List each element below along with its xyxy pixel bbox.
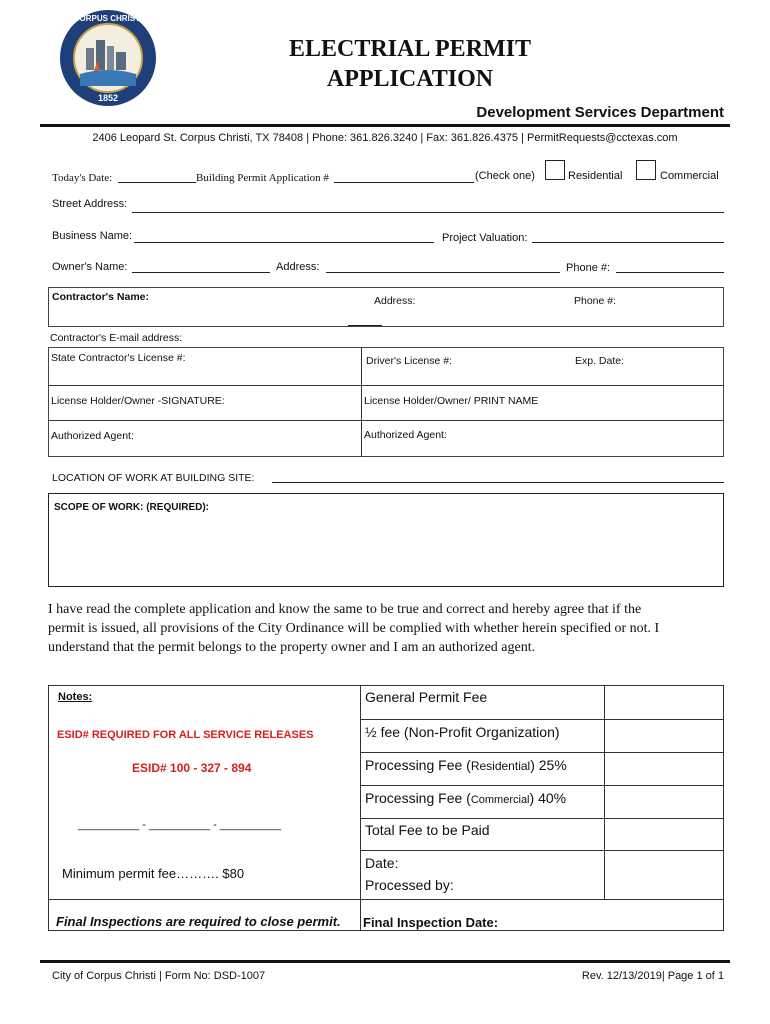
statement-line-2: permit is issued, all provisions of the City Ordinance will be complied with whether herein specified or not. I <box>48 621 660 636</box>
fee-table-divider-2 <box>604 685 605 899</box>
signature-label: License Holder/Owner -SIGNATURE: <box>51 395 225 407</box>
title-line-1: ELECTRIAL PERMIT <box>288 36 532 62</box>
location-of-work-field[interactable] <box>272 482 724 483</box>
half-fee-label: ½ fee (Non-Profit Organization) <box>365 724 560 740</box>
location-of-work-label: LOCATION OF WORK AT BUILDING SITE: <box>52 472 255 484</box>
owner-phone-label: Phone #: <box>566 262 611 274</box>
project-valuation-label: Project Valuation: <box>442 232 528 244</box>
footer-revision: Rev. 12/13/2019| Page 1 of 1 <box>581 970 724 982</box>
drivers-license-label: Driver's License #: <box>366 355 453 367</box>
general-fee-label: General Permit Fee <box>365 689 488 705</box>
page-title <box>240 34 580 94</box>
svg-text:1852: 1852 <box>97 93 119 103</box>
notes-label: Notes: <box>58 691 93 703</box>
business-name-label: Business Name: <box>52 230 133 242</box>
total-fee-label: Total Fee to be Paid <box>365 822 490 838</box>
owners-name-field[interactable] <box>132 272 270 273</box>
statement-line-1: I have read the complete application and know the same to be true and correct and hereby agree that if the <box>48 602 642 617</box>
fee-row-line-1 <box>360 719 724 720</box>
final-inspections-note: Final Inspections are required to close permit. <box>56 914 341 929</box>
owners-name-label: Owner's Name: <box>52 261 128 273</box>
title-line-2: APPLICATION <box>326 66 494 92</box>
fee-table <box>48 685 724 931</box>
todays-date-label: Today's Date: <box>52 172 113 184</box>
processing-commercial-label: Processing Fee (Commercial) 40% <box>365 790 567 806</box>
authorized-agent-left-label: Authorized Agent: <box>51 430 134 442</box>
owner-phone-field[interactable] <box>616 272 724 273</box>
fee-table-divider-1 <box>360 685 361 931</box>
state-license-label: State Contractor's License #: <box>51 352 186 364</box>
project-valuation-field[interactable] <box>532 242 724 243</box>
commercial-checkbox[interactable] <box>636 160 656 180</box>
fee-row-line-4 <box>360 818 724 819</box>
contractor-divider-mark <box>348 325 382 326</box>
department-name: Development Services Department <box>476 104 724 121</box>
license-grid-divider <box>361 347 362 457</box>
check-one-label: (Check one) <box>475 170 535 182</box>
residential-checkbox[interactable] <box>545 160 565 180</box>
license-grid-row-line-2 <box>48 420 724 421</box>
esid-blank-field[interactable]: __________ - __________ - __________ <box>78 819 282 831</box>
final-inspection-date-label: Final Inspection Date: <box>363 915 499 930</box>
scope-of-work-label: SCOPE OF WORK: (REQUIRED): <box>54 502 209 513</box>
processing-residential-label: Processing Fee (Residential) 25% <box>365 757 567 773</box>
commercial-label: Commercial <box>660 170 719 182</box>
print-name-label: License Holder/Owner/ PRINT NAME <box>364 395 539 407</box>
contractor-phone-label: Phone #: <box>574 295 617 307</box>
building-permit-field[interactable] <box>334 182 474 183</box>
esid-number: ESID# 100 - 327 - 894 <box>132 761 252 775</box>
city-seal-logo <box>58 8 158 108</box>
footer-divider <box>40 960 730 963</box>
building-permit-label: Building Permit Application # <box>196 172 329 184</box>
svg-text:CORPUS CHRISTI: CORPUS CHRISTI <box>73 14 143 23</box>
agreement-statement <box>48 600 728 657</box>
footer-form-number: City of Corpus Christi | Form No: DSD-1007 <box>52 970 266 982</box>
fee-row-line-6 <box>48 899 724 900</box>
owner-address-label: Address: <box>276 261 320 273</box>
statement-line-3: understand that the permit belongs to the property owner and I am an authorized agent. <box>48 640 536 655</box>
authorized-agent-right-label: Authorized Agent: <box>364 429 447 441</box>
fee-row-line-2 <box>360 752 724 753</box>
esid-required-text: ESID# REQUIRED FOR ALL SERVICE RELEASES <box>57 729 314 741</box>
license-grid-row-line-1 <box>48 385 724 386</box>
contractor-name-label: Contractor's Name: <box>52 291 150 303</box>
header-divider <box>40 124 730 127</box>
contractor-box <box>48 287 724 327</box>
contractor-address-label: Address: <box>374 295 416 307</box>
business-name-field[interactable] <box>134 242 434 243</box>
street-address-label: Street Address: <box>52 198 128 210</box>
date-label: Date: <box>365 855 399 871</box>
todays-date-field[interactable] <box>118 182 196 183</box>
fee-row-line-3 <box>360 785 724 786</box>
exp-date-label: Exp. Date: <box>575 355 625 367</box>
residential-label: Residential <box>568 170 623 182</box>
minimum-fee-text: Minimum permit fee………. $80 <box>62 866 245 881</box>
street-address-field[interactable] <box>132 212 724 213</box>
processed-by-label: Processed by: <box>365 877 454 893</box>
contact-address-line: 2406 Leopard St. Corpus Christi, TX 78408 | Phone: 361.826.3240 | Fax: 361.826.4375 | PermitRequests@cctexas.com <box>92 132 678 144</box>
contractor-email-label: Contractor's E-mail address: <box>50 332 183 344</box>
owner-address-field[interactable] <box>326 272 560 273</box>
fee-row-line-5 <box>360 850 724 851</box>
